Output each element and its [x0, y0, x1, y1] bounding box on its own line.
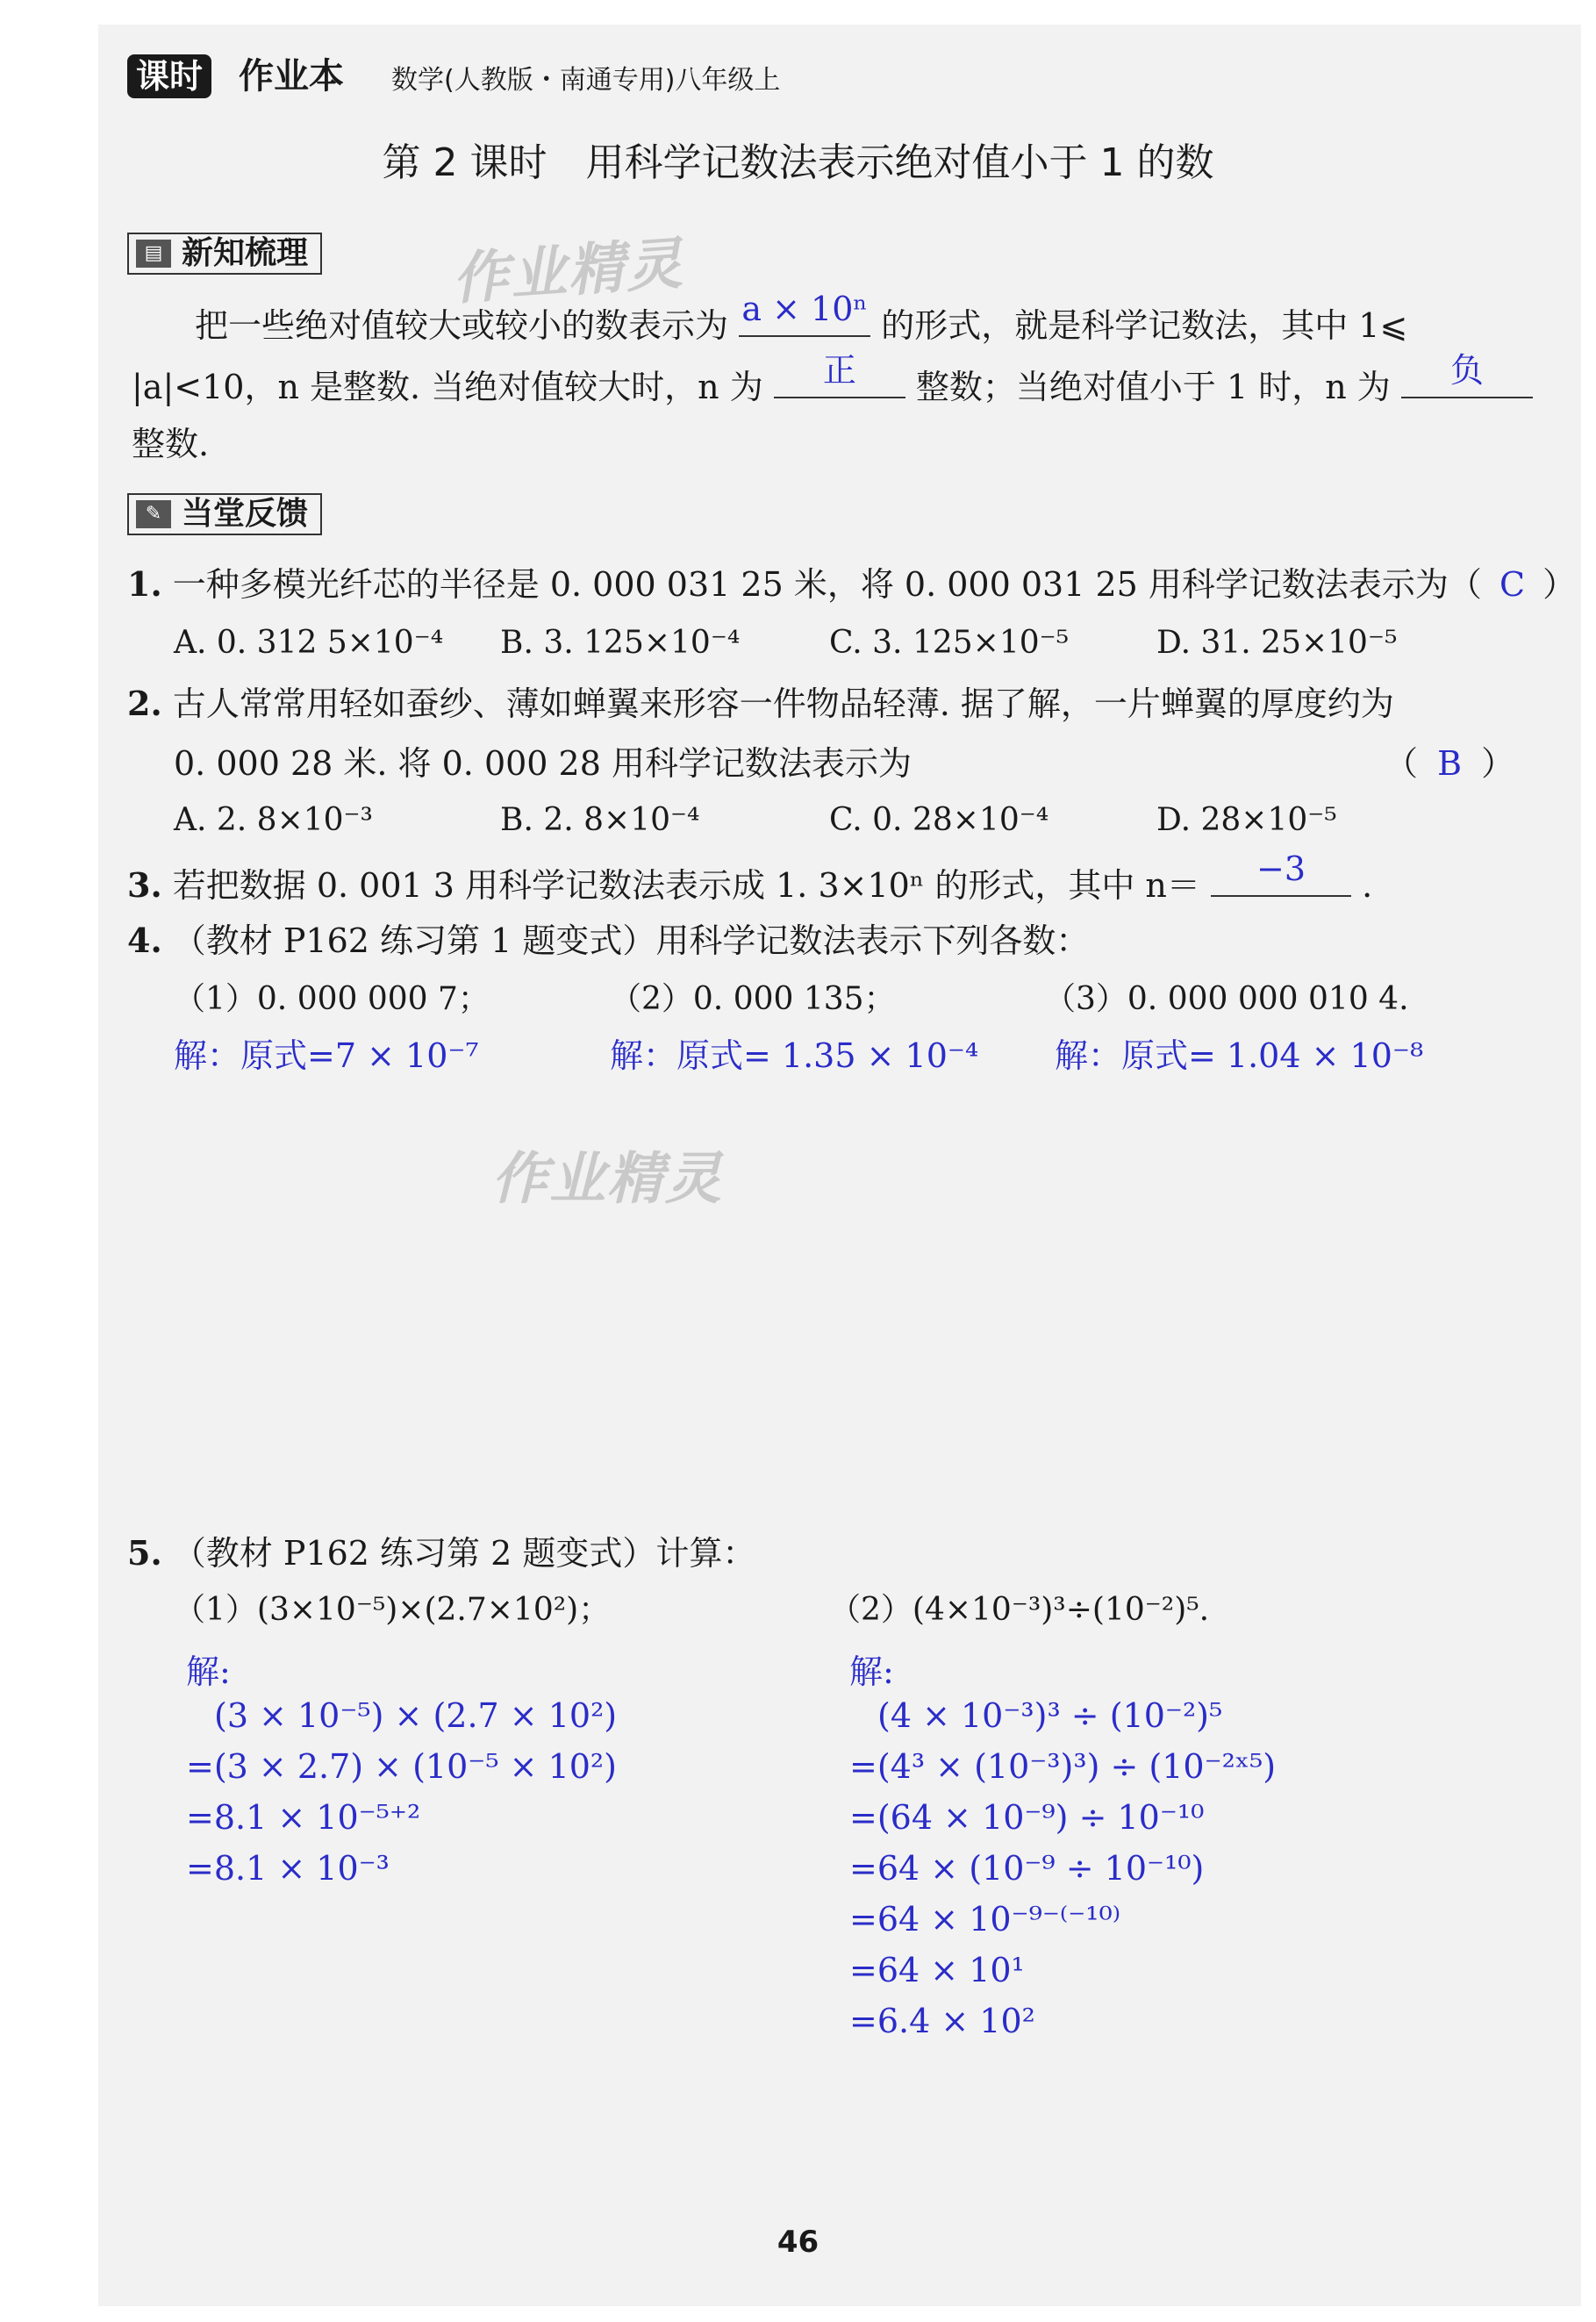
question-2-answer-bracket: （ B ） — [1385, 744, 1515, 783]
q5-sol2-line-1: (4 × 10⁻³)³ ÷ (10⁻²)⁵ — [877, 1696, 1223, 1735]
q5-sol1-line-2: =(3 × 2.7) × (10⁻⁵ × 10²) — [186, 1747, 617, 1786]
q5-sol2-line-0: 解: — [849, 1652, 894, 1691]
question-1: 1. 一种多模光纤芯的半径是 0. 000 031 25 米，将 0. 000 031 25 用科学记数法表示为（ C ） — [127, 564, 1577, 604]
q4-part-2: （2）0. 000 135； — [610, 981, 896, 1017]
q5-sol2-line-2: =(4³ × (10⁻³)³) ÷ (10⁻²ˣ⁵) — [849, 1747, 1277, 1786]
header-badge: 课时 — [127, 54, 211, 98]
q4-answer-1: 解：原式=7 × 10⁻⁷ — [174, 1036, 479, 1075]
q5-sol1-line-0: 解: — [186, 1652, 231, 1691]
answer-q2: B — [1437, 744, 1463, 783]
watermark: 作业精灵 — [491, 1147, 723, 1212]
question-5: 5. （教材 P162 练习第 2 题变式）计算： — [127, 1533, 756, 1573]
q5-sol1-line-3: =8.1 × 10⁻⁵⁺² — [186, 1798, 421, 1837]
blank-scientific-form: a × 10ⁿ — [739, 300, 870, 337]
q2-option-d: D. 28×10⁻⁵ — [1156, 802, 1337, 838]
q5-sol2-line-3: =(64 × 10⁻⁹) ÷ 10⁻¹⁰ — [849, 1798, 1205, 1837]
book-icon: ▤ — [136, 240, 171, 268]
question-3: 3. 若把数据 0. 001 3 用科学记数法表示成 1. 3×10ⁿ 的形式，其中 n＝ −3 . — [127, 849, 1373, 905]
lesson-title: 第 2 课时 用科学记数法表示绝对值小于 1 的数 — [382, 140, 1214, 185]
question-2-line-2: 0. 000 28 米. 将 0. 000 28 用科学记数法表示为 — [174, 744, 912, 783]
question-2-line-1: 2. 古人常常用轻如蚕纱、薄如蝉翼来形容一件物品轻薄. 据了解，一片蝉翼的厚度约为 — [127, 684, 1394, 723]
q2-option-c: C. 0. 28×10⁻⁴ — [829, 802, 1049, 838]
q1-option-d: D. 31. 25×10⁻⁵ — [1156, 625, 1398, 661]
q5-sol1-line-4: =8.1 × 10⁻³ — [186, 1849, 390, 1888]
concept-line-1: 把一些绝对值较大或较小的数表示为 a × 10ⁿ 的形式，就是科学记数法，其中 1⩽ — [195, 290, 1408, 345]
q1-option-c: C. 3. 125×10⁻⁵ — [829, 625, 1070, 661]
q5-sol2-line-7: =6.4 × 10² — [849, 2002, 1035, 2040]
q5-sol2-line-5: =64 × 10⁻⁹⁻⁽⁻¹⁰⁾ — [849, 1900, 1121, 1939]
page-number: 46 — [777, 2225, 819, 2260]
q4-part-3: （3）0. 000 000 010 4. — [1044, 981, 1409, 1017]
q2-option-b: B. 2. 8×10⁻⁴ — [500, 802, 700, 838]
answer-q1: C — [1499, 565, 1526, 604]
watermark: 作业精灵 — [450, 231, 686, 313]
section-heading-feedback: ✎ 当堂反馈 — [127, 493, 322, 535]
pencil-icon: ✎ — [136, 500, 171, 528]
q2-option-a: A. 2. 8×10⁻³ — [174, 802, 373, 838]
blank-negative: 负 — [1401, 362, 1533, 398]
header-book-name: 作业本 — [239, 56, 344, 97]
blank-positive: 正 — [774, 362, 905, 398]
question-4: 4. （教材 P162 练习第 1 题变式）用科学记数法表示下列各数： — [127, 921, 1090, 960]
q4-answer-2: 解：原式= 1.35 × 10⁻⁴ — [610, 1036, 979, 1075]
q4-part-1: （1）0. 000 000 7； — [174, 981, 490, 1017]
section-heading-knowledge: ▤ 新知梳理 — [127, 233, 322, 275]
q4-answer-3: 解：原式= 1.04 × 10⁻⁸ — [1055, 1036, 1424, 1075]
q1-option-a: A. 0. 312 5×10⁻⁴ — [174, 625, 444, 661]
q5-sol1-line-1: (3 × 10⁻⁵) × (2.7 × 10²) — [214, 1696, 618, 1735]
q5-part-2: （2）(4×10⁻³)³÷(10⁻²)⁵. — [829, 1592, 1210, 1628]
header-subtitle: 数学(人教版・南通专用)八年级上 — [391, 65, 781, 96]
concept-line-2: |a|<10，n 是整数. 当绝对值较大时，n 为 正 整数；当绝对值小于 1 时，n 为 负 — [132, 362, 1533, 408]
q5-sol2-line-6: =64 × 10¹ — [849, 1951, 1025, 1989]
blank-q3: −3 — [1211, 860, 1351, 897]
q5-part-1: （1）(3×10⁻⁵)×(2.7×10²)； — [174, 1592, 611, 1628]
q5-sol2-line-4: =64 × (10⁻⁹ ÷ 10⁻¹⁰) — [849, 1849, 1205, 1888]
concept-line-3: 整数. — [132, 425, 210, 463]
q1-option-b: B. 3. 125×10⁻⁴ — [500, 625, 741, 661]
